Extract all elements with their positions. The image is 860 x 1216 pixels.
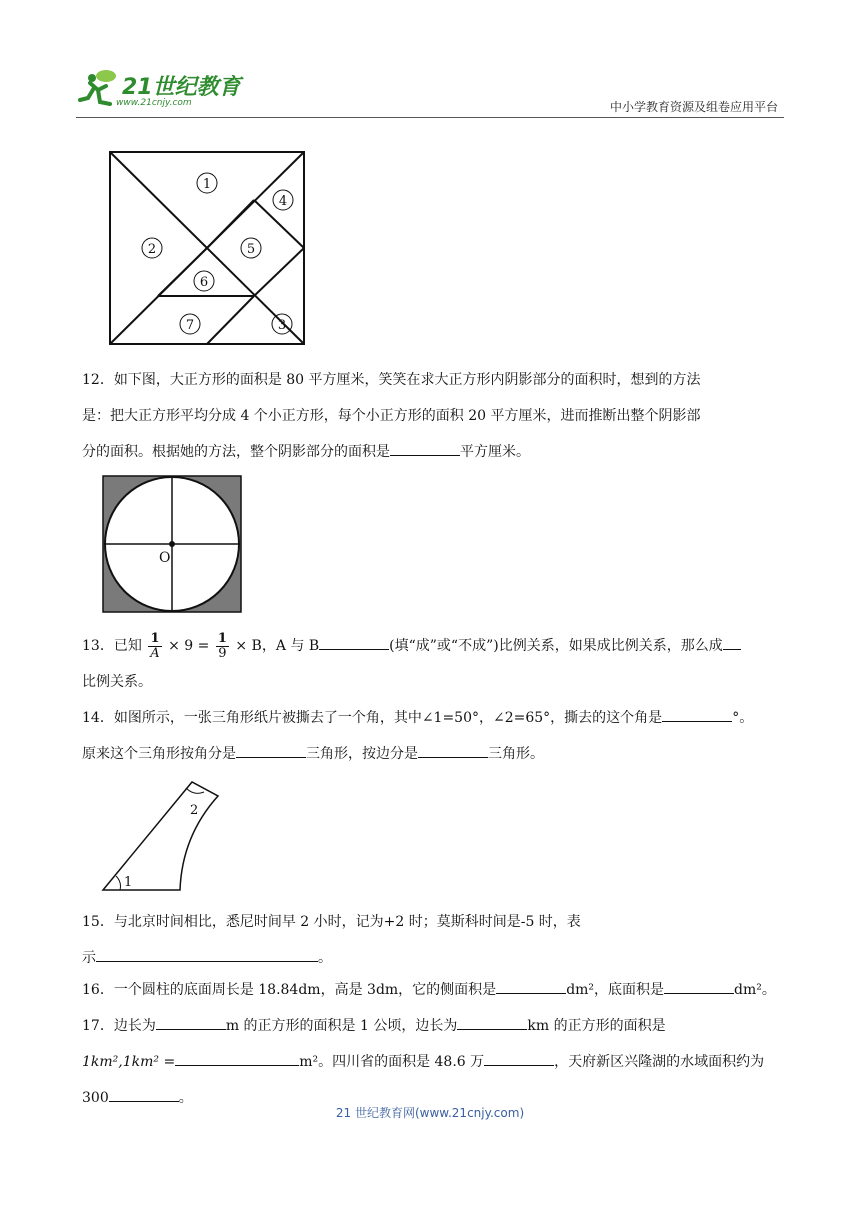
answer-blank[interactable] <box>109 1085 179 1102</box>
angle-1-label: 1 <box>124 875 133 890</box>
fraction-1-over-A: $\frac{1}{A}$ <box>150 630 160 661</box>
question-15 <box>82 904 782 976</box>
question-13 <box>82 628 782 700</box>
question-14 <box>82 700 782 772</box>
answer-blank[interactable] <box>96 945 318 962</box>
tangram-label-4: 4 <box>278 194 288 209</box>
tangram-label-7: 7 <box>185 318 195 333</box>
q12-line2: 是：把大正方形平均分成 4 个小正方形，每个小正方形的面积 20 平方厘米，进而推断出整个阴影部 <box>82 408 701 424</box>
answer-blank[interactable] <box>390 439 460 456</box>
answer-blank[interactable] <box>418 741 488 758</box>
page-footer: 21 世纪教育网(www.21cnjy.com) <box>335 1106 525 1120</box>
logo <box>76 68 246 116</box>
q12-line1: 12．如下图，大正方形的面积是 80 平方厘米，笑笑在求大正方形内阴影部分的面积时，想到的方法 <box>82 372 701 388</box>
answer-blank[interactable] <box>156 1013 226 1030</box>
q16-line1: 16．一个圆柱的底面周长是 18.84dm，高是 3dm，它的侧面积是 dm²，底面积是 dm²。 <box>82 972 782 1008</box>
q12-line3: 分的面积。根据她的方法，整个阴影部分的面积是 平方厘米。 <box>82 434 782 470</box>
header-divider <box>76 117 784 118</box>
answer-blank[interactable] <box>319 633 389 650</box>
q13-line1: 13．已知 $\frac{1}{A}$ × 9 = $\frac{1}{9}$ × B，A 与 B (填“成”或“不成”)比例关系，如果成比例关系，那么成 <box>82 628 782 664</box>
q13-line2: 比例关系。 <box>82 674 152 690</box>
tangram-label-1: 1 <box>202 177 212 192</box>
fraction-1-over-9: $\frac{1}{9}$ <box>217 630 227 661</box>
answer-blank[interactable] <box>664 977 734 994</box>
question-17 <box>82 1008 782 1116</box>
angle-2-label: 2 <box>190 803 199 818</box>
answer-blank[interactable] <box>457 1013 527 1030</box>
question-12 <box>82 362 782 470</box>
logo-text: 21世纪教育 <box>122 75 241 100</box>
q14-line1: 14．如图所示，一张三角形纸片被撕去了一个角，其中∠1=50°，∠2=65°，撕去的这个角是 °。 <box>82 700 782 736</box>
answer-blank[interactable] <box>496 977 566 994</box>
answer-blank[interactable] <box>175 1049 299 1066</box>
q14-line2: 原来这个三角形按角分是 三角形，按边分是 三角形。 <box>82 736 782 772</box>
page-header <box>0 0 860 118</box>
center-label: O <box>159 550 171 566</box>
runner-logo-icon <box>76 68 120 108</box>
tangram-label-2: 2 <box>147 242 157 257</box>
tangram-label-5: 5 <box>246 242 256 257</box>
q17-line2: 1km²,1km² = m²。四川省的面积是 48.6 万 ，天府新区兴隆湖的水域面积约为 <box>82 1044 782 1080</box>
answer-blank[interactable] <box>484 1049 554 1066</box>
answer-blank[interactable] <box>723 633 741 650</box>
logo-url: www.21cnjy.com <box>116 98 192 108</box>
q17-line3: 300 。 <box>82 1080 782 1116</box>
platform-label: 中小学教育资源及组卷应用平台 <box>609 100 778 114</box>
q15-line2: 示 。 <box>82 940 782 976</box>
circle-square-figure <box>102 475 242 613</box>
torn-triangle-figure <box>100 778 224 894</box>
answer-blank[interactable] <box>236 741 306 758</box>
q15-line1: 15．与北京时间相比，悉尼时间早 2 小时，记为+2 时；莫斯科时间是-5 时，表 <box>82 914 581 930</box>
tangram-label-6: 6 <box>199 275 209 290</box>
answer-blank[interactable] <box>662 705 732 722</box>
tangram-figure <box>108 150 306 346</box>
tangram-label-3: 3 <box>277 318 287 333</box>
question-16 <box>82 972 782 1008</box>
q17-line1: 17．边长为 m 的正方形的面积是 1 公顷，边长为 km 的正方形的面积是 <box>82 1008 782 1044</box>
